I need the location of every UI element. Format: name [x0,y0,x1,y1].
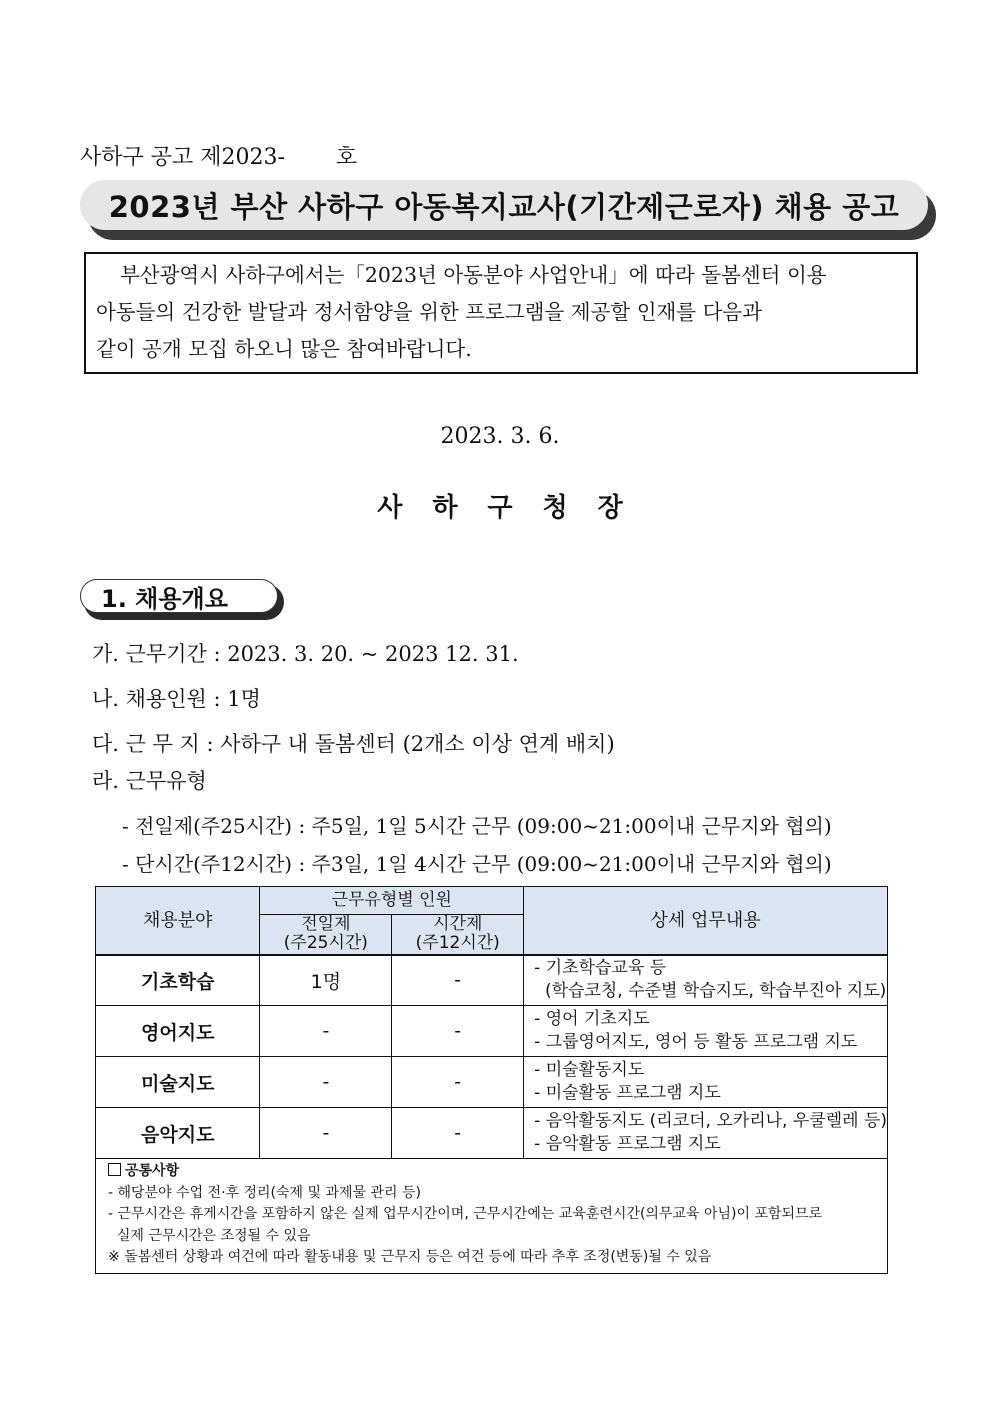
note-line: - 근무시간은 휴게시간을 포함하지 않은 실제 업무시간이며, 근무시간에는 교육훈련시간(의무교육 아님)이 포함되므로 [108,1206,823,1222]
row-details [524,955,888,1006]
work-type: 라. 근무유형 [92,769,207,793]
work-period: 가. 근무기간 : 2023. 3. 20. ~ 2023 12. 31. [92,642,519,666]
detail-line: - 음악활동 프로그램 지도 [534,1134,721,1154]
header-fulltime-hours: (주25시간) [283,933,368,954]
header-group: 근무유형별 인원 [260,887,524,915]
row-parttime: - [392,955,524,1006]
header-details: 상세 업무내용 [524,887,888,955]
workplace: 다. 근 무 지 : 사하구 내 돌봄센터 (2개소 이상 연계 배치) [92,732,615,756]
detail-line: - 미술활동지도 [534,1060,645,1080]
intro-line: 아동들의 건강한 발달과 정서함양을 위한 프로그램을 제공할 인재를 다음과 [96,300,763,324]
detail-line: - 기초학습교육 등 [534,958,667,979]
signature: 사하구청장 [377,493,653,523]
table-row [96,1057,888,1108]
section-heading: 1. 채용개요 [80,579,278,613]
note-line: ※ 돌봄센터 상황과 여건에 따라 활동내용 및 근무지 등은 여건 등에 따라 추후 조정(변동)될 수 있음 [108,1249,712,1265]
row-fulltime: 1명 [260,955,392,1006]
row-fulltime: - [260,1108,392,1159]
notice-number: 사하구 공고 제2023- 호 [80,145,358,170]
intro-line: 같이 공개 모집 하오니 많은 참여바랍니다. [96,337,472,361]
row-field: 영어지도 [96,1006,260,1057]
notes-row [96,1159,888,1274]
header-fulltime [260,915,392,955]
header-field: 채용분야 [96,887,260,955]
row-details [524,1108,888,1159]
work-type-parttime: - 단시간(주12시간) : 주3일, 1일 4시간 근무 (09:00~21:00이내 근무지와 협의) [122,852,832,876]
recruitment-table [95,886,888,1274]
headcount: 나. 채용인원 : 1명 [92,687,261,711]
row-fulltime: - [260,1057,392,1108]
header-fulltime-name: 전일제 [301,914,351,935]
detail-line: - 음악활동지도 (리코더, 오카리나, 우쿨렐레 등) [534,1111,887,1131]
row-details [524,1006,888,1057]
row-parttime: - [392,1006,524,1057]
row-details [524,1057,888,1108]
table-row [96,955,888,1006]
notes-title [108,1161,877,1183]
intro-line: 부산광역시 사하구에서는「2023년 아동분야 사업안내」에 따라 돌봄센터 이용 [120,263,827,287]
row-parttime: - [392,1057,524,1108]
work-type-fulltime: - 전일제(주25시간) : 주5일, 1일 5시간 근무 (09:00~21:00이내 근무지와 협의) [122,814,832,838]
common-notes [96,1159,888,1274]
table-row [96,1006,888,1057]
row-field: 음악지도 [96,1108,260,1159]
header-parttime [392,915,524,955]
page-title: 2023년 부산 사하구 아동복지교사(기간제근로자) 채용 공고 [80,180,928,230]
detail-line: - 미술활동 프로그램 지도 [534,1083,721,1103]
detail-line: (학습코칭, 수준별 학습지도, 학습부진아 지도) [534,981,887,1002]
header-parttime-name: 시간제 [433,914,483,935]
note-line: - 해당분야 수업 전·후 정리(숙제 및 과제물 관리 등) [108,1184,421,1201]
detail-line: - 영어 기초지도 [534,1009,650,1029]
intro-box [84,252,918,374]
row-parttime: - [392,1108,524,1159]
row-fulltime: - [260,1006,392,1057]
announcement-date: 2023. 3. 6. [440,424,560,449]
table-row [96,1108,888,1159]
header-parttime-hours: (주12시간) [415,933,500,954]
detail-line: - 그룹영어지도, 영어 등 활동 프로그램 지도 [534,1032,858,1052]
row-field: 기초학습 [96,955,260,1006]
row-field: 미술지도 [96,1057,260,1108]
note-line: 실제 근무시간은 조정될 수 있음 [108,1227,311,1244]
notes-title-text: 공통사항 [125,1163,180,1179]
checkbox-square-icon [108,1163,121,1176]
